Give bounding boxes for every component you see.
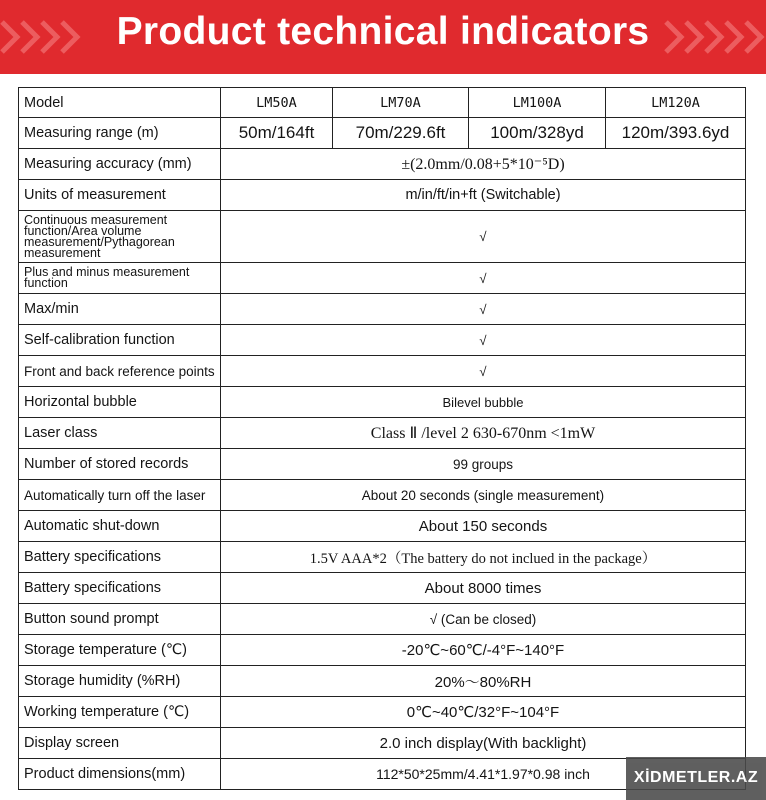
model-name: LM50A — [221, 88, 333, 118]
row-label: Button sound prompt — [19, 604, 221, 635]
row-value: 20%～80%RH — [221, 666, 746, 697]
row-value: 2.0 inch display(With backlight) — [221, 728, 746, 759]
range-value: 100m/328yd — [469, 118, 606, 149]
spec-table — [18, 87, 746, 790]
row-label: Plus and minus measurement function — [19, 263, 221, 294]
watermark-text: XİDMETLER.AZ — [633, 769, 759, 786]
check-mark: √ — [221, 263, 746, 294]
table-row — [19, 573, 746, 604]
row-label: Measuring range (m) — [19, 118, 221, 149]
table-row — [19, 88, 746, 118]
page-title: Product technical indicators — [116, 10, 650, 53]
row-label: Measuring accuracy (mm) — [19, 149, 221, 180]
row-label: Front and back reference points — [19, 356, 221, 387]
row-value: 99 groups — [221, 449, 746, 480]
table-row — [19, 387, 746, 418]
row-value: Bilevel bubble — [221, 387, 746, 418]
row-value: About 150 seconds — [221, 511, 746, 542]
row-label: Model — [19, 88, 221, 118]
row-value: 1.5V AAA*2（The battery do not inclued in the package） — [221, 542, 746, 573]
table-row — [19, 356, 746, 387]
range-value: 70m/229.6ft — [333, 118, 469, 149]
table-row — [19, 635, 746, 666]
row-label: Display screen — [19, 728, 221, 759]
table-row — [19, 542, 746, 573]
table-row — [19, 604, 746, 635]
table-row — [19, 449, 746, 480]
check-mark: √ — [221, 325, 746, 356]
row-value: About 8000 times — [221, 573, 746, 604]
table-row — [19, 697, 746, 728]
range-value: 50m/164ft — [221, 118, 333, 149]
table-row — [19, 418, 746, 449]
check-mark: √ — [221, 294, 746, 325]
row-label: Product dimensions(mm) — [19, 759, 221, 790]
table-row — [19, 263, 746, 294]
header-banner — [0, 0, 766, 74]
table-row — [19, 118, 746, 149]
table-row — [19, 325, 746, 356]
row-label: Working temperature (℃) — [19, 697, 221, 728]
table-row — [19, 511, 746, 542]
table-row — [19, 211, 746, 263]
row-label: Battery specifications — [19, 542, 221, 573]
row-label: Battery specifications — [19, 573, 221, 604]
check-mark: √ — [221, 356, 746, 387]
row-value: ±(2.0mm/0.08+5*10⁻⁵D) — [221, 149, 746, 180]
row-value: About 20 seconds (single measurement) — [221, 480, 746, 511]
table-row — [19, 294, 746, 325]
row-label: Units of measurement — [19, 180, 221, 211]
watermark — [626, 757, 766, 800]
row-label: Max/min — [19, 294, 221, 325]
row-label: Storage humidity (%RH) — [19, 666, 221, 697]
row-label: Continuous measurement function/Area volume measurement/Pythagorean measurement — [19, 211, 221, 263]
row-value: Class Ⅱ /level 2 630-670nm <1mW — [221, 418, 746, 449]
row-value: 0℃~40℃/32°F~104°F — [221, 697, 746, 728]
table-row — [19, 480, 746, 511]
table-row — [19, 149, 746, 180]
table-row — [19, 728, 746, 759]
check-mark: √ — [221, 211, 746, 263]
row-value: √ (Can be closed) — [221, 604, 746, 635]
row-label: Number of stored records — [19, 449, 221, 480]
table-row — [19, 666, 746, 697]
row-label: Horizontal bubble — [19, 387, 221, 418]
model-name: LM70A — [333, 88, 469, 118]
row-value: -20℃~60℃/-4°F~140°F — [221, 635, 746, 666]
model-name: LM100A — [469, 88, 606, 118]
range-value: 120m/393.6yd — [606, 118, 746, 149]
row-value: 112*50*25mm/4.41*1.97*0.98 inch — [221, 759, 746, 790]
row-label: Automatic shut-down — [19, 511, 221, 542]
row-value: m/in/ft/in+ft (Switchable) — [221, 180, 746, 211]
row-label: Automatically turn off the laser — [19, 480, 221, 511]
table-row — [19, 180, 746, 211]
row-label: Laser class — [19, 418, 221, 449]
row-label: Storage temperature (℃) — [19, 635, 221, 666]
row-label: Self-calibration function — [19, 325, 221, 356]
model-name: LM120A — [606, 88, 746, 118]
